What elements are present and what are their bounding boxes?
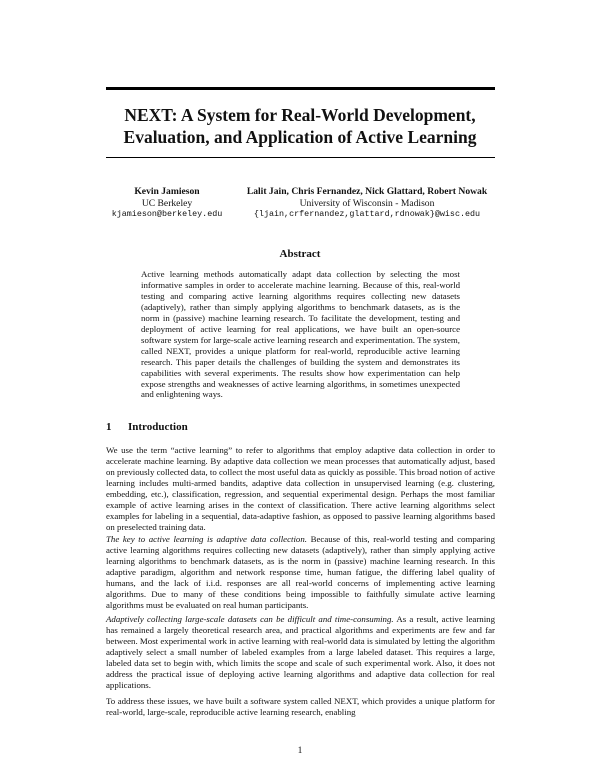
paper-title bbox=[100, 104, 500, 148]
paragraph-text: Because of this, real-world testing and comparing active learning algorithms requires collecting new datasets (adaptively), rather than simply applying active learning algorithms to benchmark datasets, as is the norm in (passive) machine learning research. In this adaptive paradigm, algorithm and network response time, human fatigue, the differing label quality of humans, and the lack of i.i.d. responses are all real-world concerns of implementing active learning algorithms. Due to many of these conditions being impossible to faithfully simulate active learning algorithms must be evaluated on real human participants. bbox=[106, 534, 495, 610]
abstract-heading: Abstract bbox=[279, 248, 321, 260]
author-name: Kevin Jamieson bbox=[134, 186, 200, 197]
paragraph-text: To address these issues, we have built a software system called NEXT, which provides a unique platform for real-world, large-scale, reproducible active learning research, enabling bbox=[106, 696, 495, 717]
author-affiliation: University of Wisconsin - Madison bbox=[299, 197, 435, 209]
section-title: Introduction bbox=[128, 421, 188, 433]
body-paragraph bbox=[106, 696, 495, 718]
paragraph-lead: The key to active learning is adaptive data collection. bbox=[106, 534, 307, 544]
author-affiliation: UC Berkeley bbox=[141, 197, 193, 209]
paper-title-line-1: NEXT: A System for Real-World Development, bbox=[124, 105, 476, 125]
section-heading bbox=[106, 421, 188, 433]
author-email: {ljain,crfernandez,glattard,rdnowak}@wisc.edu bbox=[253, 209, 481, 220]
author-entry bbox=[108, 186, 226, 221]
body-paragraph bbox=[106, 614, 495, 691]
body-paragraph bbox=[106, 445, 495, 533]
title-bottom-rule bbox=[106, 157, 495, 158]
page-number: 1 bbox=[297, 746, 303, 756]
paper-title-line-2: Evaluation, and Application of Active Learning bbox=[123, 127, 477, 147]
abstract-body: Active learning methods automatically adapt data collection by selecting the most informative samples in order to accelerate machine learning. Because of this, real-world testing and comparing active learning algorithms requires collecting new datasets (adaptively), rather than simply applying algorithms to benchmark datasets, as is the norm in (passive) machine learning research. To facilitate the development, testing and deployment of active learning for real applications, we have built an open-source software system for large-scale active learning research and experimentation. The system, called NEXT, provides a unique platform for real-world, reproducible active learning research. This paper details the challenges of building the system and demonstrates its capabilities with several experiments. The results show how experimentation can help expose strengths and weaknesses of active learning algorithms, in sometimes unexpected and enlightening ways. bbox=[141, 269, 460, 400]
paragraph-text: We use the term “active learning” to refer to algorithms that employ adaptive data collection in order to accelerate machine learning. By adaptive data collection we mean processes that automatically adjust, based on previously collected data, to collect the most useful data as quickly as possible. This broad notion of active learning includes multi-armed bandits, adaptive data collection in unsupervised learning (e.g. clustering, embedding, etc.), classification, regression, and sequential experimental design. Perhaps the most familiar example of active learning arises in the context of classification. There active learning algorithms select examples for labeling in a sequential, data-adaptive fashion, as opposed to passive learning algorithms based on preselected training data. bbox=[106, 445, 495, 532]
paragraph-text: As a result, active learning has remained a largely theoretical research area, and practical algorithms and experiments are few and far between. Most experimental work in active learning with real-world data is simulated by letting the algorithm adaptively select a small number of labeled examples from a large labeled dataset. This requires a large, labeled data set to begin with, which limits the scope and scale of such experimental work. Also, it does not address the practical issue of deploying active learning algorithms and adaptive data collection for real applications. bbox=[106, 614, 495, 690]
body-paragraph bbox=[106, 534, 495, 611]
author-entry bbox=[236, 186, 498, 221]
section-number: 1 bbox=[106, 421, 112, 433]
author-email: kjamieson@berkeley.edu bbox=[111, 209, 223, 220]
title-top-rule bbox=[106, 87, 495, 90]
author-name: Lalit Jain, Chris Fernandez, Nick Glattard, Robert Nowak bbox=[246, 186, 488, 197]
paragraph-lead: Adaptively collecting large-scale datasets can be difficult and time-consuming. bbox=[106, 614, 394, 624]
